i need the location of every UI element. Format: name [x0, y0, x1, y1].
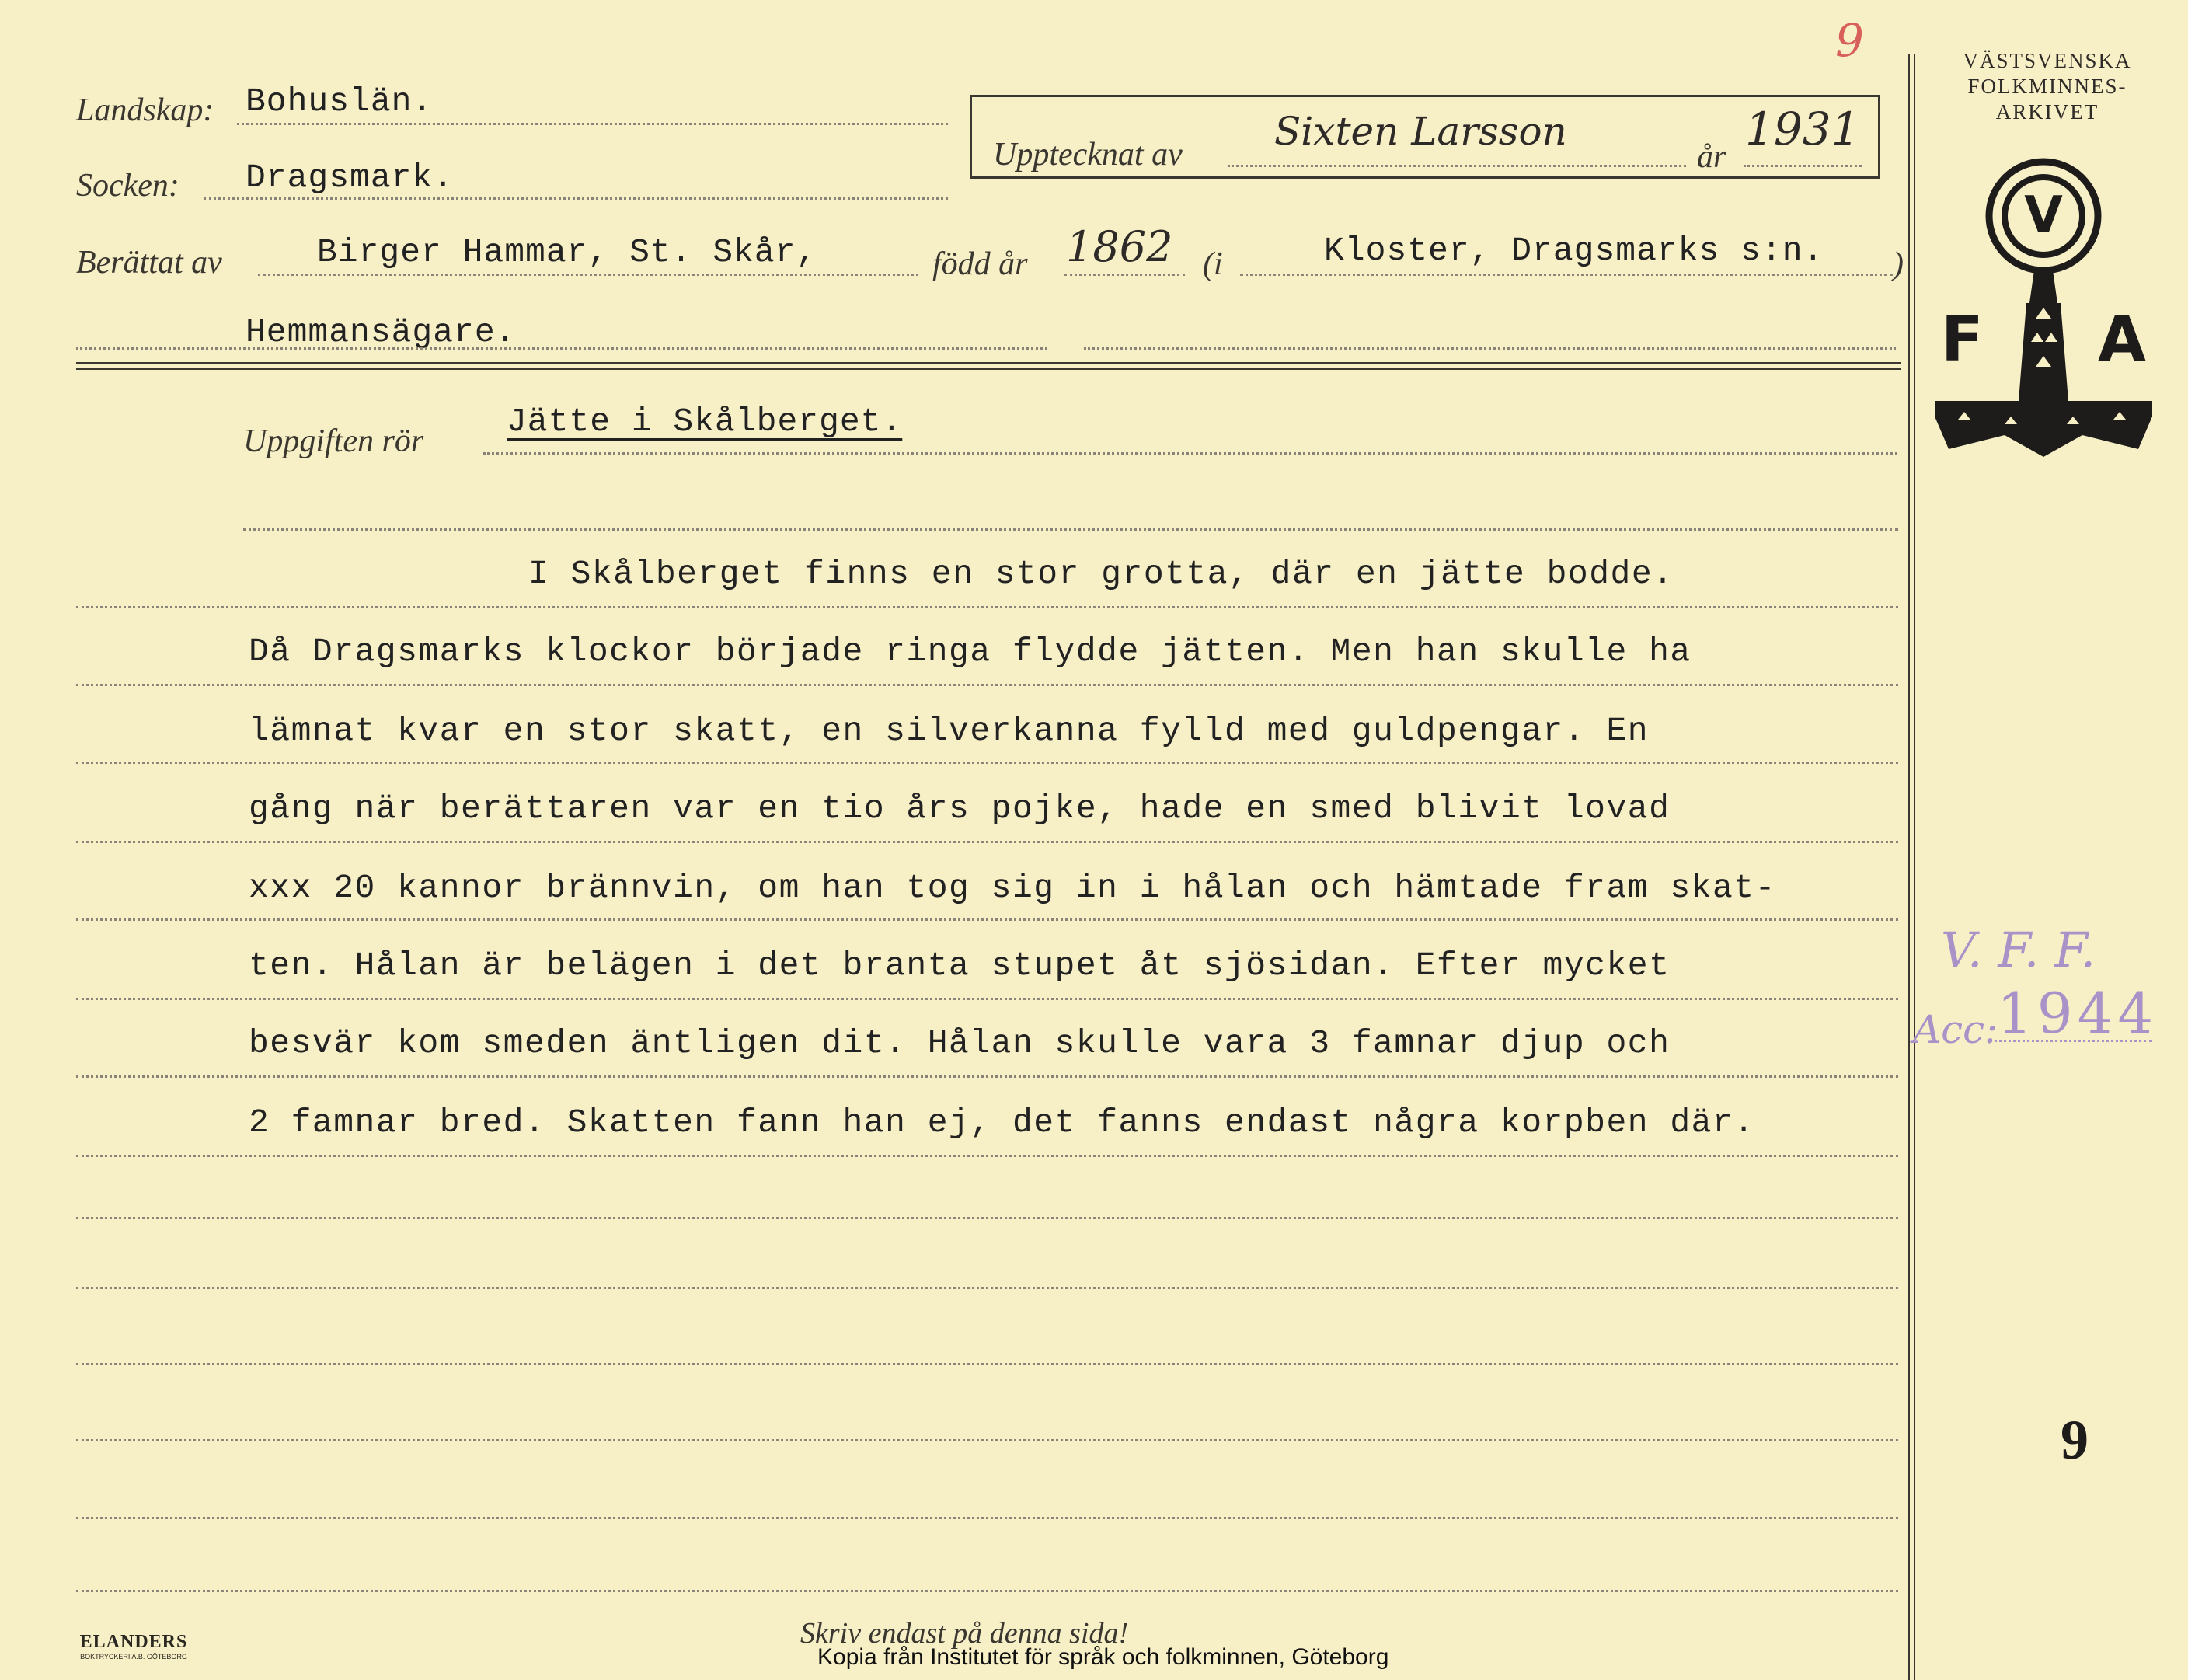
- landskap-label: Landskap:: [76, 92, 214, 128]
- page-number: 9: [2061, 1409, 2089, 1471]
- uppteck-dotline: [1228, 165, 1686, 167]
- ar-dotline: [1744, 165, 1862, 167]
- fodd-label: född år: [932, 246, 1028, 282]
- archive-line2: FOLKMINNES-: [1967, 75, 2127, 98]
- fodd-value: 1862: [1066, 222, 1173, 271]
- body-line: besvär kom smeden äntligen dit. Hålan skulle vara 3 famnar djup och: [249, 1024, 1671, 1062]
- dotline: [76, 762, 1898, 764]
- occupation-dotline-left: [76, 347, 1047, 350]
- occupation-dotline-right: [1084, 347, 1896, 350]
- body-line: ten. Hålan är belägen i det branta stupet åt sjösidan. Efter mycket: [249, 946, 1671, 985]
- printer-line2: BOKTRYCKERI A.B. GÖTEBORG: [80, 1653, 187, 1661]
- blank-dotline: [76, 1439, 1898, 1441]
- dotline: [76, 918, 1898, 921]
- body-line: lämnat kvar en stor skatt, en silverkanna fylld med guldpengar. En: [249, 712, 1650, 750]
- logo-f: F: [1941, 303, 1984, 375]
- close-paren: ): [1893, 246, 1904, 282]
- i-label: (i: [1203, 246, 1223, 282]
- uppteck-value: Sixten Larsson: [1274, 109, 1567, 154]
- uppteck-label: Upptecknat av: [993, 137, 1183, 173]
- dotline: [76, 841, 1898, 843]
- header-rule-bottom: [76, 368, 1901, 370]
- dotline: [76, 998, 1898, 1000]
- landskap-dotline: [237, 123, 948, 125]
- socken-value: Dragsmark.: [246, 159, 455, 197]
- logo-a: A: [2098, 303, 2146, 375]
- subject-value: Jätte i Skålberget.: [507, 403, 903, 441]
- blank-dotline: [76, 1217, 1898, 1219]
- dotline: [76, 684, 1898, 686]
- ar-value: 1931: [1745, 103, 1860, 155]
- copy-notice: Kopia från Institutet för språk och folkminnen, Göteborg: [817, 1644, 1389, 1670]
- berattat-label: Berättat av: [76, 245, 222, 281]
- archive-line1: VÄSTSVENSKA: [1963, 49, 2132, 72]
- body-line: xxx 20 kannor brännvin, om han tog sig in i hålan och hämtade fram skat-: [249, 869, 1776, 907]
- margin-rule-left: [1908, 54, 1910, 1680]
- dotline: [76, 1155, 1898, 1157]
- fodd-dotline: [1064, 274, 1185, 276]
- berattat-dotline: [258, 274, 918, 276]
- occupation-value: Hemmansägare.: [246, 313, 517, 351]
- place-dotline: [1240, 274, 1893, 276]
- blank-dotline: [76, 1363, 1898, 1365]
- socken-dotline: [204, 197, 948, 200]
- landskap-value: Bohuslän.: [246, 82, 434, 120]
- margin-rule-right: [1914, 54, 1915, 1680]
- body-line: I Skålberget finns en stor grotta, där en jätte bodde.: [528, 555, 1674, 593]
- archive-name: [1919, 48, 2176, 125]
- blank-dotline-1: [243, 528, 1898, 531]
- vff-stamp-line: V. F. F.: [1941, 922, 2096, 978]
- body-line: 2 famnar bred. Skatten fann han ej, det fanns endast några korpben där.: [249, 1103, 1755, 1141]
- blank-dotline: [76, 1517, 1898, 1519]
- ar-label: år: [1697, 139, 1726, 175]
- printer-mark: [64, 1632, 204, 1661]
- acc-stamp-dotline: [1989, 1040, 2152, 1042]
- berattat-value: Birger Hammar, St. Skår,: [317, 233, 817, 271]
- archive-logo: [1927, 155, 2160, 466]
- body-line: gång när berättaren var en tio års pojke, hade en smed blivit lovad: [249, 789, 1671, 828]
- socken-label: Socken:: [76, 168, 179, 204]
- dotline: [76, 1075, 1898, 1078]
- fodd-place: Kloster, Dragsmarks s:n.: [1324, 232, 1824, 270]
- acc-stamp-number: 1944: [1997, 981, 2158, 1046]
- dotline: [76, 606, 1898, 608]
- red-page-mark: 9: [1835, 14, 1864, 67]
- subject-dotline: [483, 452, 1897, 455]
- archive-line3: ARKIVET: [1995, 100, 2099, 124]
- blank-dotline: [76, 1287, 1898, 1289]
- printer-line1: ELANDERS: [79, 1632, 188, 1652]
- logo-v: V: [2024, 186, 2063, 244]
- footer-instruction: Skriv endast på denna sida!: [800, 1617, 1129, 1650]
- acc-stamp-label: Acc:: [1913, 1007, 1998, 1052]
- header-rule-top: [76, 362, 1901, 364]
- blank-dotline: [76, 1590, 1898, 1592]
- subject-label: Uppgiften rör: [243, 423, 424, 459]
- body-line: Då Dragsmarks klockor började ringa flydde jätten. Men han skulle ha: [249, 633, 1692, 671]
